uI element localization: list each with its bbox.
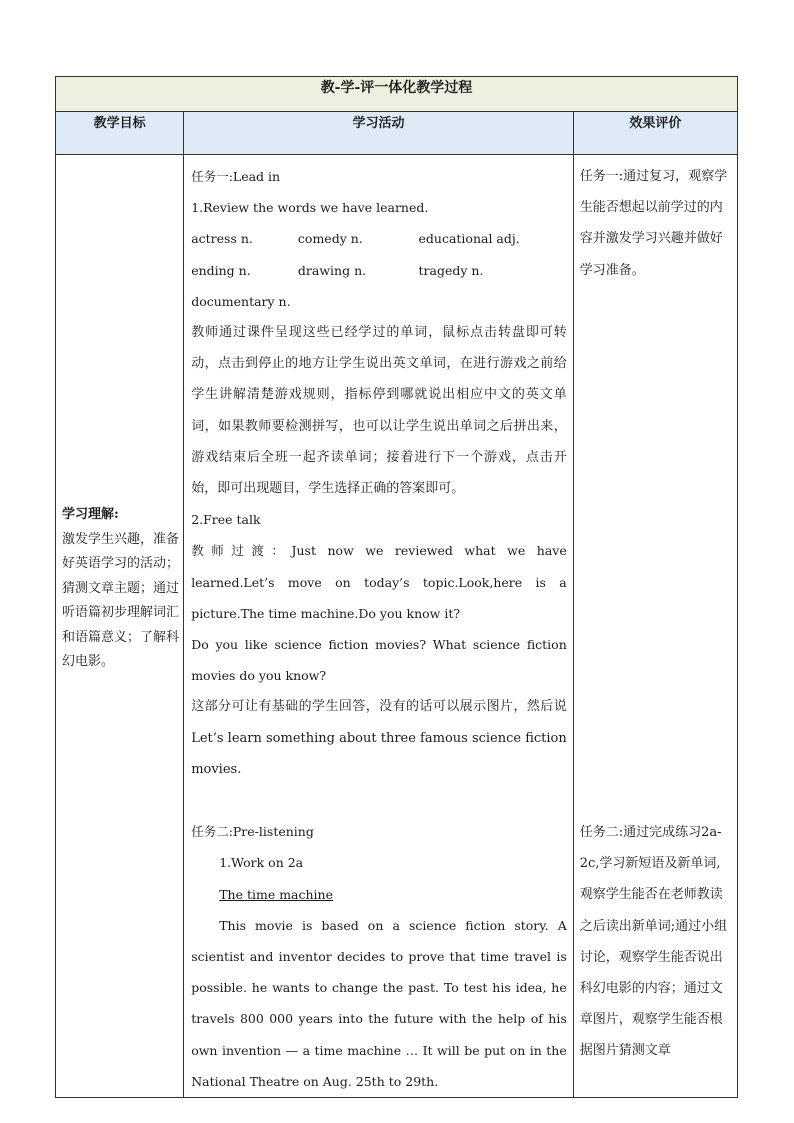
goal-label: 学习理解: — [62, 507, 119, 522]
teaching-process-table — [55, 76, 738, 1098]
task2-step1: 1.Work on 2a — [219, 855, 304, 871]
task1-step2: 2.Free talk — [191, 512, 261, 528]
word-row-3: documentary n. — [191, 293, 291, 309]
word-item: ending n. — [191, 262, 251, 278]
word-item: drawing n. — [297, 262, 367, 278]
table-header-row — [56, 112, 738, 155]
goal-cell — [56, 155, 184, 1098]
movie-title: The time machine — [219, 886, 333, 902]
task1-title: 任务一:Lead in — [191, 169, 281, 184]
word-item: tragedy n. — [418, 262, 484, 278]
header-goal: 教学目标 — [56, 112, 184, 155]
goal-block — [62, 503, 179, 675]
movie-description: This movie is based on a science fiction story. A scientist and inventor decides to prove that time travel is possible. he wants to change the past. To test his idea, he travels 800 000 years into the future with the help of his own invention — a time machine … It will be put on in the National Theatre on Aug. 25th to 29th. — [191, 917, 567, 1089]
task1-step1: 1.Review the words we have learned. — [191, 200, 429, 216]
evaluation-cell — [573, 155, 737, 1098]
header-activity: 学习活动 — [184, 112, 574, 155]
teacher-transition: 教师过渡：Just now we reviewed what we have learned.Let’s move on today’s topic.Look,here is a picture.The time machine.Do you know it? — [191, 543, 567, 621]
word-row-1 — [191, 223, 567, 254]
evaluation-task2: 任务二:通过完成练习2a-2c,学习新短语及新单词,观察学生能否在老师教读之后读出新单词;通过小组讨论，观察学生能否说出科幻电影的内容；通过文章图片，观察学生能否根据图片猜测文章 — [579, 825, 728, 1059]
goal-text: 激发学生兴趣，准备好英语学习的活动；猜测文章主题；通过听语篇初步理解词汇和语篇意义；了解科幻电影。 — [62, 531, 180, 669]
header-evaluation: 效果评价 — [573, 112, 737, 155]
task1-description: 教师通过课件呈现这些已经学过的单词，鼠标点击转盘即可转动，点击到停止的地方让学生说出英文单词，在进行游戏之前给学生讲解清楚游戏规则，指标停到哪就说出相应中文的英文单词，如果教师要检测拼写，也可以让学生说出单词之后拼出来，游戏结束后全班一起齐读单词；接着进行下一个游戏，点击开始，即可出现题目，学生选择正确的答案即可。 — [191, 325, 567, 497]
spacer — [191, 785, 567, 816]
table-title: 教-学-评一体化教学过程 — [56, 77, 738, 112]
evaluation-task1: 任务一:通过复习，观察学生能否想起以前学过的内容并激发学习兴趣并做好学习准备。 — [579, 169, 728, 278]
task1-note: 这部分可让有基础的学生回答，没有的话可以展示图片，然后说 Let’s learn something about three famous science fiction movies. — [191, 699, 567, 777]
activity-cell — [184, 155, 574, 1098]
discussion-questions: Do you like science fiction movies? What science fiction movies do you know? — [191, 637, 567, 684]
table-title-row — [56, 77, 738, 112]
word-item: comedy n. — [297, 231, 363, 247]
word-row-2 — [191, 255, 567, 286]
table-body-row — [56, 155, 738, 1098]
word-item: educational adj. — [418, 231, 520, 247]
word-item: actress n. — [191, 231, 253, 247]
task2-title: 任务二:Pre-listening — [191, 824, 314, 840]
